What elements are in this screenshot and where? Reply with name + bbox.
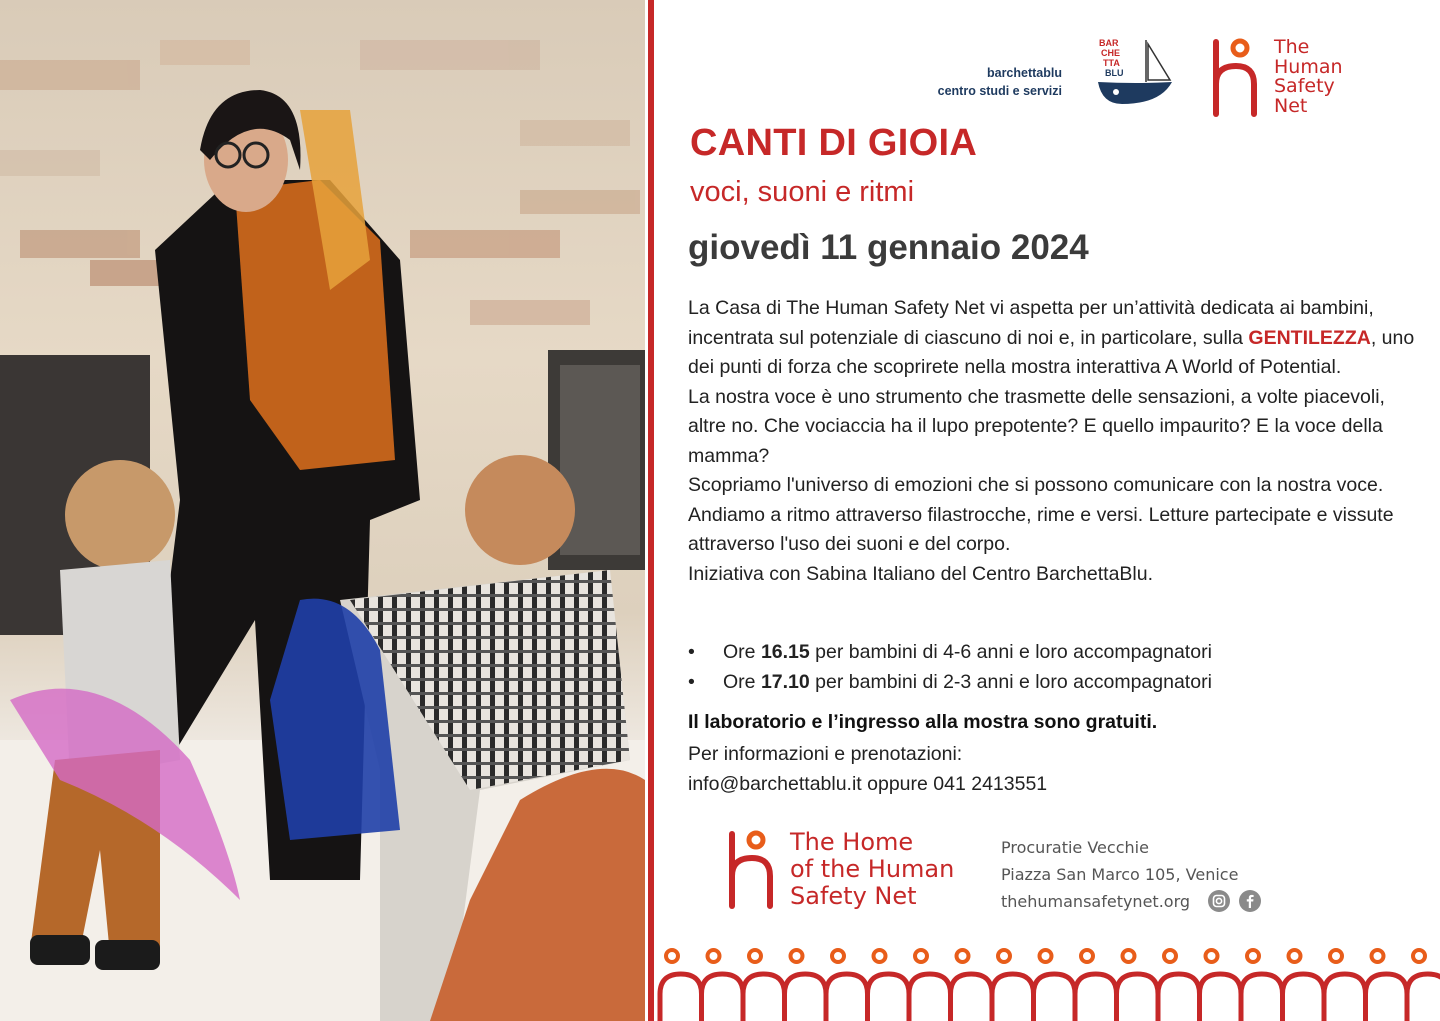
pattern-ring	[1372, 950, 1384, 962]
description-text: La Casa di The Human Safety Net vi aspetta per un’attività dedicata ai bambini, incentrata sul potenziale di ciascuno di noi e, in particolare, sulla	[688, 297, 1374, 349]
pattern-arches	[660, 974, 1440, 1021]
pattern-ring	[915, 950, 927, 962]
free-entry-note: Il laboratorio e l’ingresso alla mostra sono gratuiti.	[688, 711, 1158, 733]
info-label: Per informazioni e prenotazioni:	[688, 743, 963, 765]
partner-name: barchettablu	[986, 66, 1062, 80]
pattern-ring	[1040, 950, 1052, 962]
bb-logo-letters-3: TTA	[1103, 58, 1120, 68]
pattern-ring	[957, 950, 969, 962]
info-block	[688, 740, 1047, 799]
divider-rule	[648, 0, 654, 1021]
hsn-logo-text	[1274, 38, 1343, 116]
description-text: , uno dei punti di forza che scoprirete nella mostra interattiva A World of Potential.	[688, 326, 1415, 378]
photo-illustration	[0, 0, 645, 1021]
description-paragraph-1	[688, 294, 1423, 383]
venue-street: Piazza San Marco 105, Venice	[1001, 865, 1239, 884]
description-paragraph-2: La nostra voce è uno strumento che trasmette delle sensazioni, a volte piacevoli, altre no. Che vociaccia ha il lupo prepotente? E quello impaurito? E la voce della mamma?	[688, 385, 1385, 467]
event-description	[688, 294, 1423, 589]
home-line-3: Safety Net	[790, 882, 917, 910]
bb-logo-letters-2: CHE	[1101, 48, 1121, 58]
pattern-ring	[1289, 950, 1301, 962]
pattern-ring	[1123, 950, 1135, 962]
gentilezza-highlight: GENTILEZZA	[1248, 326, 1371, 349]
pattern-ring	[832, 950, 844, 962]
bb-logo-letters-4: BLU	[1105, 68, 1124, 78]
event-subtitle: voci, suoni e ritmi	[690, 176, 915, 208]
pattern-ring	[791, 950, 803, 962]
hsn-line-3: Safety	[1274, 75, 1335, 97]
description-paragraph-3: Scopriamo l'universo di emozioni che si possono comunicare con la nostra voce. Andiamo a ritmo attraverso filastrocche, rime e versi. Letture partecipate e vissute attraverso l'uso dei suoni e del corpo.	[688, 474, 1394, 555]
pattern-ring	[666, 950, 678, 962]
event-title: CANTI DI GIOIA	[690, 122, 978, 164]
home-logo-text	[790, 829, 954, 910]
hsn-line-1: The	[1274, 36, 1310, 58]
pattern-ring	[1330, 950, 1342, 962]
barchettablu-logo	[1096, 38, 1174, 106]
venue-building: Procuratie Vecchie	[1001, 838, 1149, 857]
pattern-ring	[708, 950, 720, 962]
session-item: • Ore 16.15 per bambini di 4-6 anni e loro accompagnatori	[688, 638, 1423, 668]
venue-website[interactable]: thehumansafetynet.org	[1001, 892, 1191, 911]
pattern-ring	[1164, 950, 1176, 962]
home-logo-mark	[726, 830, 778, 910]
session-list	[688, 638, 1423, 697]
pattern-ring	[998, 950, 1010, 962]
home-line-1: The Home	[790, 828, 914, 856]
facebook-icon[interactable]	[1239, 890, 1261, 912]
event-photo	[0, 0, 645, 1021]
pattern-ring	[874, 950, 886, 962]
session-time: 16.15	[760, 641, 810, 663]
event-date: giovedì 11 gennaio 2024	[688, 228, 1089, 267]
hsn-line-4: Net	[1274, 94, 1308, 117]
pattern-ring	[749, 950, 761, 962]
decorative-border-pattern	[656, 940, 1440, 1021]
session-time: 17.10	[760, 670, 810, 693]
pattern-ring	[1413, 950, 1425, 962]
pattern-ring	[1081, 950, 1093, 962]
home-line-2: of the Human	[790, 855, 955, 883]
instagram-icon[interactable]	[1208, 890, 1230, 912]
bb-logo-letters-1: BAR	[1099, 38, 1119, 48]
pattern-ring	[1247, 950, 1259, 962]
description-paragraph-4: Iniziativa con Sabina Italiano del Centro BarchettaBlu.	[688, 562, 1154, 585]
pattern-ring	[1206, 950, 1218, 962]
contact-details[interactable]: info@barchettablu.it oppure 041 2413551	[688, 772, 1048, 795]
venue-address	[1001, 834, 1238, 915]
hsn-line-2: Human	[1274, 55, 1343, 78]
partner-tagline: centro studi e servizi	[937, 84, 1062, 98]
hsn-logo-mark	[1210, 38, 1270, 118]
session-item: • Ore 17.10 per bambini di 2-3 anni e loro accompagnatori	[688, 668, 1423, 698]
partner-label	[930, 64, 1062, 100]
